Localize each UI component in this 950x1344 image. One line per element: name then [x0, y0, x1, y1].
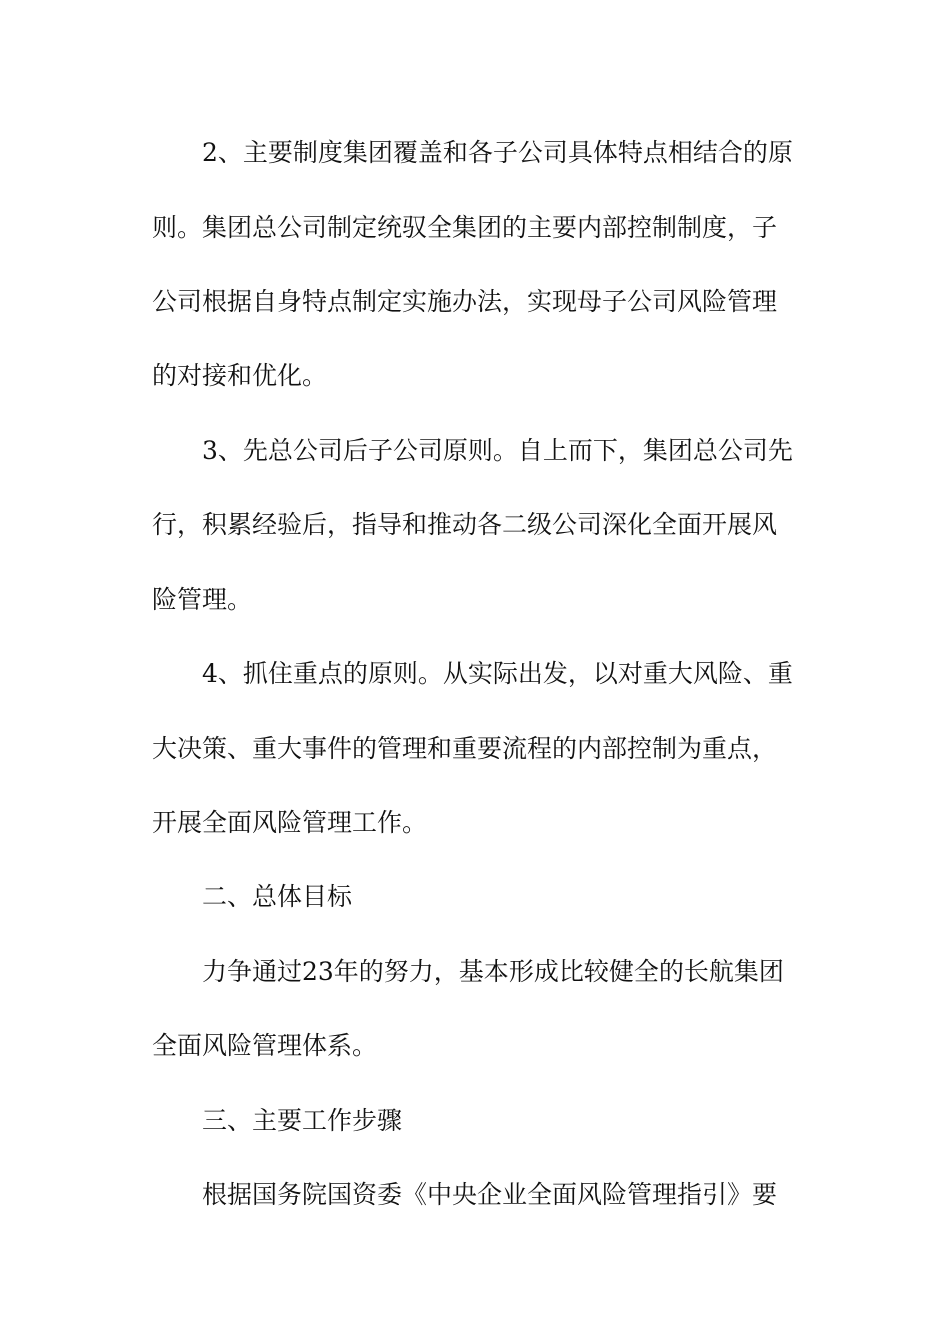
- paragraph-line: 2、主要制度集团覆盖和各子公司具体特点相结合的原: [202, 138, 793, 167]
- paragraph-line: 公司根据自身特点制定实施办法，实现母子公司风险管理: [152, 287, 778, 316]
- paragraph-line: 3、先总公司后子公司原则。自上而下，集团总公司先: [202, 436, 793, 465]
- paragraph-line: 根据国务院国资委《中央企业全面风险管理指引》要: [202, 1180, 778, 1209]
- paragraph-line: 行，积累经验后，指导和推动各二级公司深化全面开展风: [152, 510, 778, 539]
- paragraph-line: 则。集团总公司制定统驭全集团的主要内部控制制度，子: [152, 213, 778, 242]
- paragraph-line: 险管理。: [152, 585, 253, 614]
- paragraph-line: 的对接和优化。: [152, 361, 328, 390]
- paragraph-line: 力争通过23年的努力，基本形成比较健全的长航集团: [202, 957, 784, 986]
- section-heading: 三、主要工作步骤: [202, 1106, 403, 1135]
- paragraph-line: 4、抓住重点的原则。从实际出发，以对重大风险、重: [202, 659, 793, 688]
- section-heading: 二、总体目标: [202, 882, 353, 911]
- paragraph-line: 大决策、重大事件的管理和重要流程的内部控制为重点，: [152, 734, 778, 763]
- paragraph-line: 全面风险管理体系。: [152, 1031, 378, 1060]
- paragraph-line: 开展全面风险管理工作。: [152, 808, 428, 837]
